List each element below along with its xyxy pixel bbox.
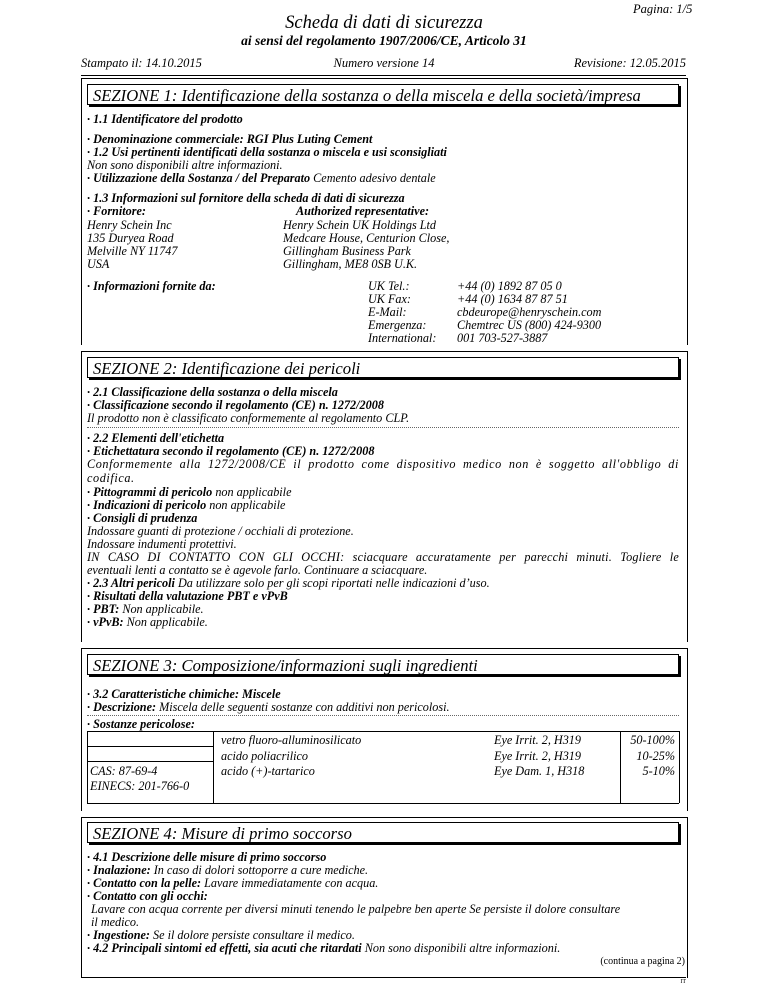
- rep-line: Gillingham, ME8 0SB U.K.: [283, 257, 418, 271]
- s2-line: Indossare indumenti protettivi.: [87, 537, 237, 551]
- s2-line: · Etichettatura secondo il regolamento (CE) n. 1272/2008: [87, 444, 375, 458]
- s1-line: · 1.1 Identificatore del prodotto: [87, 112, 243, 126]
- section-3-heading: SEZIONE 3: Composizione/informazioni sugli ingredienti: [87, 654, 679, 675]
- s2-line: [87, 602, 204, 616]
- label: · Pittogrammi di pericolo: [87, 485, 213, 499]
- s3-line: · Sostanze pericolose:: [87, 717, 195, 731]
- divider: [87, 427, 679, 428]
- document-title: Scheda di dati di sicurezza: [285, 13, 483, 33]
- contact-key: E-Mail:: [368, 305, 407, 319]
- label: · Contatto con la pelle:: [87, 876, 202, 890]
- contact-value: +44 (0) 1892 87 05 0: [457, 279, 562, 293]
- s1-line: · 1.3 Informazioni sul fornitore della scheda di dati di sicurezza: [87, 191, 405, 205]
- s2-line: eventuali lenti a contatto se è agevole farlo. Continuare a sciacquare.: [87, 563, 428, 577]
- section-1-heading: SEZIONE 1: Identificazione della sostanza o della miscela e della società/impresa: [87, 84, 679, 105]
- ingredient-pct: 50-100%: [630, 733, 675, 747]
- contact-key: UK Fax:: [368, 292, 411, 306]
- value: Non applicabile.: [126, 615, 208, 629]
- value: Se il dolore persiste consultare il medico.: [153, 928, 355, 942]
- s1-line: Non sono disponibili altre informazioni.: [87, 158, 283, 172]
- s2-line: [87, 615, 208, 629]
- s2-line: Indossare guanti di protezione / occhiali di protezione.: [87, 524, 354, 538]
- table-row: [0, 733, 768, 747]
- s1-line: · 1.2 Usi pertinenti identificati della sostanza o miscela e usi sconsigliati: [87, 145, 447, 159]
- label: · 2.3 Altri pericoli: [87, 576, 175, 590]
- s2-line: [87, 485, 291, 499]
- label: · 4.2 Principali sintomi ed effetti, sia acuti che ritardati: [87, 941, 362, 955]
- supplier-line: 135 Duryea Road: [87, 231, 174, 245]
- s2-line: Il prodotto non è classificato conformemente al regolamento CLP.: [87, 411, 410, 425]
- value: In caso di dolori sottoporre a cure mediche.: [153, 863, 369, 877]
- contact-value: +44 (0) 1634 87 87 51: [457, 292, 568, 306]
- ingredient-pct: 10-25%: [636, 749, 675, 763]
- table-rule: [87, 803, 679, 804]
- s2-line: · Consigli di prudenza: [87, 511, 198, 525]
- value: Miscela delle seguenti sostanze con additivi non pericolosi.: [159, 700, 450, 714]
- label: · Indicazioni di pericolo: [87, 498, 207, 512]
- s4-line: Lavare con acqua corrente per diversi minuti tenendo le palpebre ben aperte Se persiste il dolore consultare: [91, 902, 621, 916]
- email-link[interactable]: cbdeurope@henryschein.com: [457, 305, 602, 319]
- table-row: [0, 764, 768, 778]
- s2-line: · 2.1 Classificazione della sostanza o della miscela: [87, 385, 338, 399]
- divider: [87, 715, 679, 716]
- version-number: Numero versione 14: [333, 56, 435, 70]
- contact-value: 001 703-527-3887: [457, 331, 548, 345]
- s4-line: [87, 941, 560, 955]
- ingredient-einecs: EINECS: 201-766-0: [90, 779, 190, 793]
- value: Cemento adesivo dentale: [313, 171, 436, 185]
- table-rule: [87, 731, 679, 732]
- label: · PBT:: [87, 602, 120, 616]
- supplier-line: USA: [87, 257, 110, 271]
- continued-note: (continua a pagina 2): [600, 956, 685, 967]
- value: Non applicabile.: [122, 602, 204, 616]
- value: Da utilizzare solo per gli scopi riportati nelle indicazioni d’uso.: [177, 576, 490, 590]
- ingredient-id: CAS: 87-69-4: [90, 764, 158, 778]
- rep-line: Gillingham Business Park: [283, 244, 411, 258]
- contact-value: Chemtrec US (800) 424-9300: [457, 318, 602, 332]
- contact-key: UK Tel.:: [368, 279, 410, 293]
- s4-line: [87, 928, 355, 942]
- ingredient-class: Eye Dam. 1, H318: [494, 764, 585, 778]
- info-label: · Informazioni fornite da:: [87, 279, 216, 293]
- ingredient-pct: 5-10%: [642, 764, 675, 778]
- rep-label: Authorized representative:: [296, 204, 430, 218]
- s4-line: · Contatto con gli occhi:: [87, 889, 208, 903]
- s2-paragraph: Conformemente alla 1272/2008/CE il prodotto come dispositivo medico non è soggetto all'obbligo di codifica.: [87, 457, 679, 485]
- print-date: Stampato il: 14.10.2015: [81, 56, 202, 70]
- table-row: [0, 749, 768, 763]
- header-rule: [81, 75, 686, 76]
- contact-key: International:: [368, 331, 437, 345]
- s2-line: · 2.2 Elementi dell'etichetta: [87, 431, 225, 445]
- page-number: Pagina: 1/5: [633, 2, 693, 16]
- s2-line: IN CASO DI CONTATTO CON GLI OCCHI: sciacquare accuratamente per parecchi minuti. Togliere le: [87, 550, 679, 564]
- label: · Ingestione:: [87, 928, 150, 942]
- s4-line: il medico.: [91, 915, 140, 929]
- section-4-heading: SEZIONE 4: Misure di primo soccorso: [87, 822, 679, 843]
- value: Lavare immediatamente con acqua.: [204, 876, 379, 890]
- rep-line: Medcare House, Centurion Close,: [283, 231, 450, 245]
- ingredient-name: acido (+)-tartarico: [221, 764, 315, 778]
- ingredient-name: acido poliacrilico: [221, 749, 308, 763]
- value: Non sono disponibili altre informazioni.: [364, 941, 561, 955]
- s1-line: · Denominazione commerciale: RGI Plus Luting Cement: [87, 132, 373, 146]
- label: · vPvB:: [87, 615, 124, 629]
- s2-line: [87, 498, 285, 512]
- footer-rule: [81, 977, 686, 978]
- value: non applicabile: [209, 498, 286, 512]
- rep-line: Henry Schein UK Holdings Ltd: [283, 218, 437, 232]
- supplier-line: Melville NY 11747: [87, 244, 178, 258]
- value: non applicabile: [215, 485, 292, 499]
- s4-line: [87, 863, 368, 877]
- s4-line: · 4.1 Descrizione delle misure di primo soccorso: [87, 850, 327, 864]
- language-code: IT: [680, 979, 686, 985]
- label: · Descrizione:: [87, 700, 157, 714]
- ingredient-class: Eye Irrit. 2, H319: [494, 749, 581, 763]
- section-2-heading: SEZIONE 2: Identificazione dei pericoli: [87, 357, 679, 378]
- s3-line: · 3.2 Caratteristiche chimiche: Miscele: [87, 687, 281, 701]
- supplier-line: Henry Schein Inc: [87, 218, 172, 232]
- s2-line: [87, 576, 490, 590]
- contact-key: Emergenza:: [368, 318, 427, 332]
- s3-line: [87, 700, 450, 714]
- s1-line: [87, 171, 436, 185]
- revision-date: Revisione: 12.05.2015: [573, 56, 686, 70]
- s4-line: [87, 876, 378, 890]
- supplier-label: · Fornitore:: [87, 204, 146, 218]
- label: · Utilizzazione della Sostanza / del Preparato: [87, 171, 311, 185]
- ingredient-class: Eye Irrit. 2, H319: [494, 733, 581, 747]
- label: · Inalazione:: [87, 863, 151, 877]
- ingredient-name: vetro fluoro-alluminosilicato: [221, 733, 362, 747]
- s2-line: · Risultati della valutazione PBT e vPvB: [87, 589, 288, 603]
- s2-line: · Classificazione secondo il regolamento (CE) n. 1272/2008: [87, 398, 384, 412]
- document-subtitle: ai sensi del regolamento 1907/2006/CE, Articolo 31: [241, 33, 527, 48]
